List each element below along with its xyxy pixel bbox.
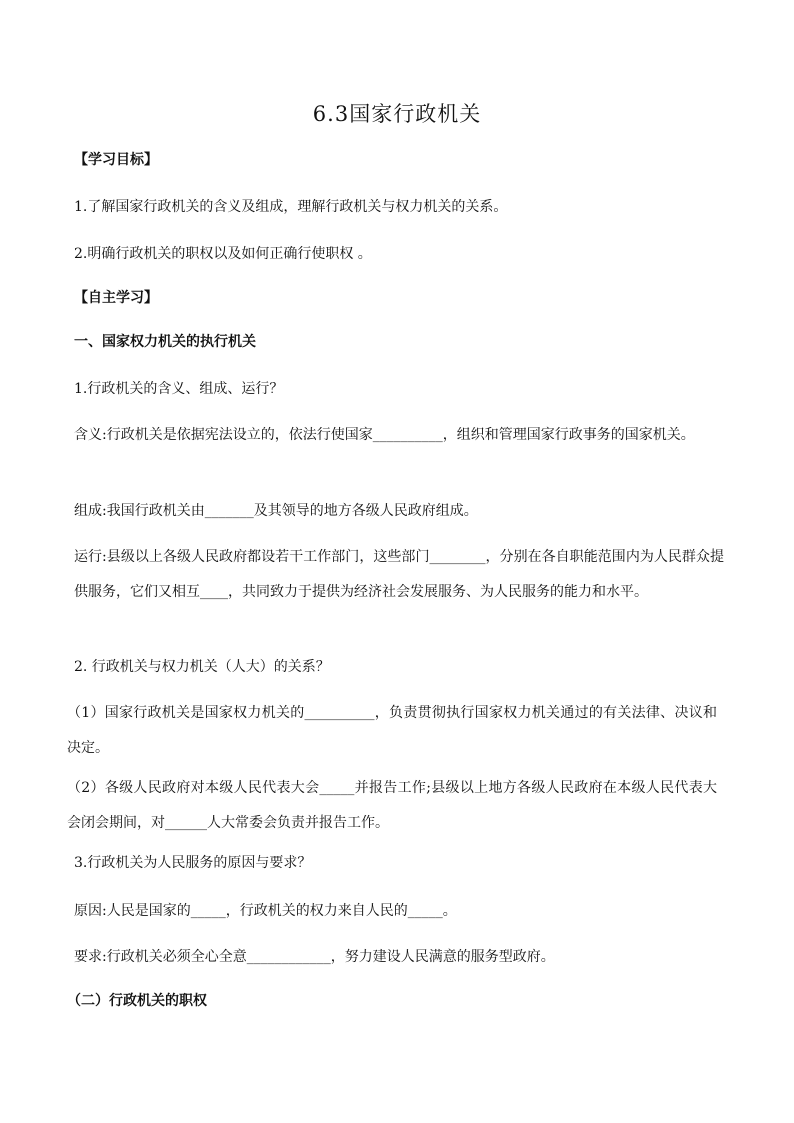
page-title: 6.3国家行政机关 — [312, 102, 482, 126]
learning-goal-2: 2.明确行政机关的职权以及如何正确行使职权 。 — [74, 246, 372, 262]
paragraph-relation-2: （2）各级人民政府对本级人民代表大会_____并报告工作;县级以上地方各级人民政府在本级人民代表大会闭会期间，对______人大常委会负责并报告工作。 — [67, 780, 717, 831]
paragraph-requirement: 要求:行政机关必须全心全意____________，努力建设人民满意的服务型政府。 — [74, 949, 555, 965]
question-3: 3.行政机关为人民服务的原因与要求？ — [74, 855, 312, 871]
subsection-heading-executive-organ: 一、国家权力机关的执行机关 — [74, 334, 256, 350]
section-heading-self-study: 【自主学习】 — [74, 290, 158, 306]
question-2: 2. 行政机关与权力机关（人大）的关系？ — [74, 659, 330, 675]
paragraph-relation-1: （1）国家行政机关是国家权力机关的__________，负责贯彻执行国家权力机关通过的有关法律、决议和决定。 — [67, 705, 717, 756]
paragraph-reason: 原因:人民是国家的_____，行政机关的权力来自人民的_____。 — [74, 903, 457, 919]
question-1: 1.行政机关的含义、组成、运行？ — [74, 381, 284, 397]
subsection-heading-powers: （二）行政机关的职权 — [67, 993, 207, 1009]
paragraph-composition: 组成:我国行政机关由_______及其领导的地方各级人民政府组成。 — [74, 503, 478, 519]
paragraph-definition: 含义:行政机关是依据宪法设立的，依法行使国家__________，组织和管理国家行政事务的国家机关。 — [74, 427, 695, 443]
section-heading-learning-goals: 【学习目标】 — [74, 152, 158, 168]
paragraph-operation: 运行:县级以上各级人民政府都设若干工作部门，这些部门________，分别在各自职能范围内为人民群众提供服务，它们又相互____，共同致力于提供为经济社会发展服务、为人民服务的能力和水平。 — [74, 549, 724, 600]
learning-goal-1: 1.了解国家行政机关的含义及组成，理解行政机关与权力机关的关系。 — [74, 199, 508, 215]
